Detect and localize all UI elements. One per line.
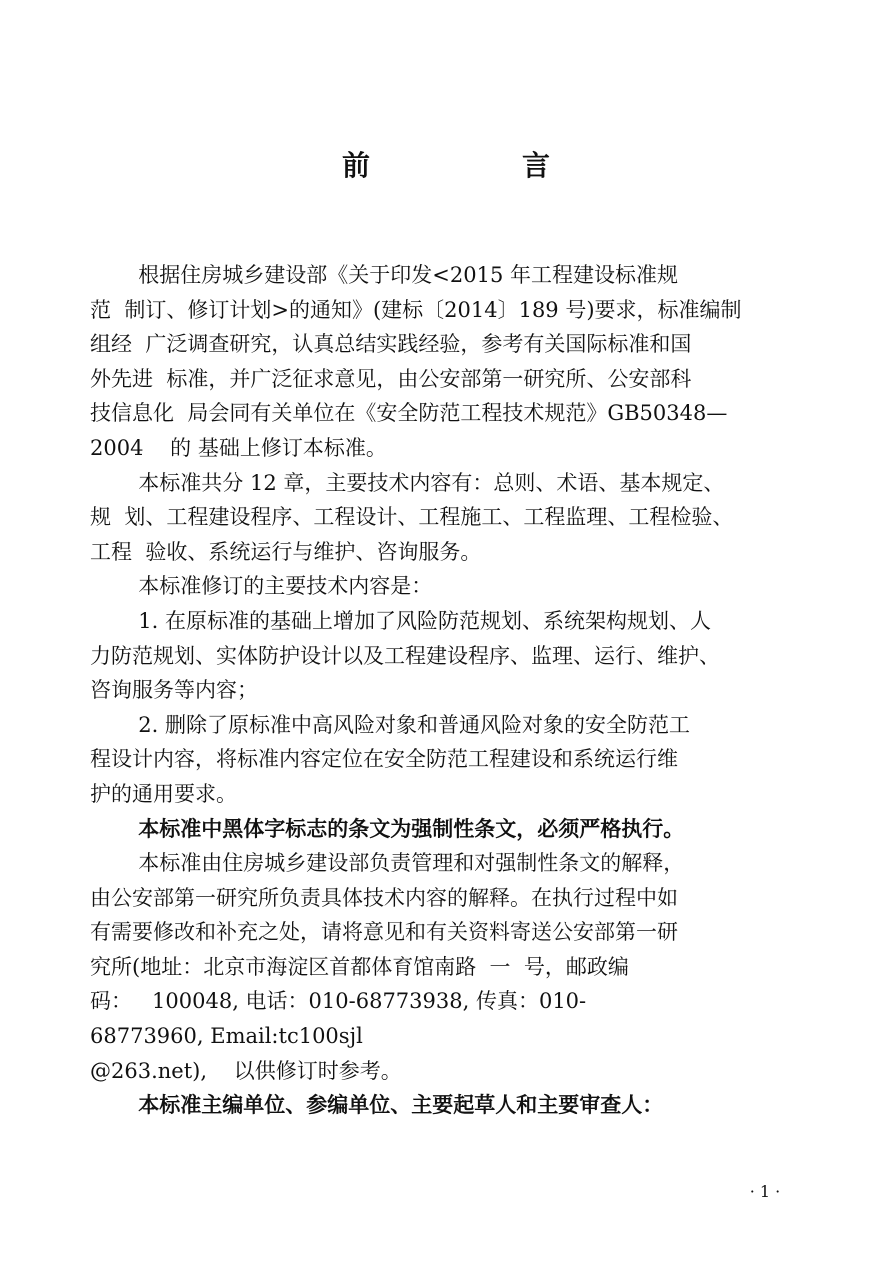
paragraph-line: 码： 100048, 电话：010-68773938, 传真：010- xyxy=(90,989,587,1014)
page-number: · 1 · xyxy=(749,1182,781,1201)
paragraph-line: 技信息化 局会同有关单位在《安全防范工程技术规范》GB50348— xyxy=(90,401,728,426)
paragraph-line: 咨询服务等内容； xyxy=(90,678,258,703)
paragraph-line: 规 划、工程建设程序、工程设计、工程施工、工程监理、工程检验、 xyxy=(90,505,734,530)
drafting-units-heading xyxy=(90,1088,805,1123)
paragraph-line: 外先进 标准，并广泛征求意见，由公安部第一研究所、公安部科 xyxy=(90,366,692,391)
paragraph-line: 1. 在原标准的基础上增加了风险防范规划、系统架构规划、人 xyxy=(138,608,712,633)
paragraph-revision-item-1 xyxy=(90,604,805,708)
paragraph-line: 程设计内容，将标准内容定位在安全防范工程建设和系统运行维 xyxy=(90,747,678,772)
paragraph-line: 本标准中黑体字标志的条文为强制性条文，必须严格执行。 xyxy=(138,815,685,841)
paragraph-basis xyxy=(90,258,805,466)
paragraph-line: 由公安部第一研究所负责具体技术内容的解释。在执行过程中如 xyxy=(90,885,678,910)
paragraph-line: 本标准主编单位、参编单位、主要起草人和主要审查人： xyxy=(138,1092,664,1118)
paragraph-line: 组经 广泛调查研究，认真总结实践经验，参考有关国际标准和国 xyxy=(90,332,692,357)
paragraph-line: 本标准修订的主要技术内容是： xyxy=(138,574,433,599)
paragraph-line: 68773960, Email:tc100sjl xyxy=(90,1024,363,1049)
paragraph-line: 2004 的 基础上修订本标准。 xyxy=(90,435,387,460)
paragraph-line: 本标准由住房城乡建设部负责管理和对强制性条文的解释， xyxy=(138,851,685,876)
paragraph-management-contact xyxy=(90,846,805,1088)
paragraph-line: 有需要修改和补充之处，请将意见和有关资料寄送公安部第一研 xyxy=(90,920,678,945)
paragraph-line: 2. 删除了原标准中高风险对象和普通风险对象的安全防范工 xyxy=(138,712,691,737)
paragraph-line: @263.net), 以供修订时参考。 xyxy=(90,1058,402,1083)
paragraph-line: 本标准共分 12 章，主要技术内容有：总则、术语、基本规定、 xyxy=(138,470,725,495)
paragraph-line: 力防范规划、实体防护设计以及工程建设程序、监理、运行、维护、 xyxy=(90,643,720,668)
paragraph-line: 根据住房城乡建设部《关于印发<2015 年工程建设标准规 xyxy=(138,263,679,287)
paragraph-revision-item-2 xyxy=(90,708,805,812)
paragraph-line: 护的通用要求。 xyxy=(90,781,237,806)
paragraph-revision-intro xyxy=(90,569,805,604)
paragraph-line: 工程 验收、系统运行与维护、咨询服务。 xyxy=(90,539,482,564)
preface-body xyxy=(90,258,805,1123)
paragraph-line: 范 制订、修订计划>的通知》(建标〔2014〕189 号)要求，标准编制 xyxy=(90,297,742,322)
mandatory-provisions-note xyxy=(90,812,805,847)
paragraph-line: 究所(地址：北京市海淀区首都体育馆南路 一 号，邮政编 xyxy=(90,954,629,979)
page-title: 前 言 xyxy=(341,149,612,182)
paragraph-contents xyxy=(90,466,805,570)
